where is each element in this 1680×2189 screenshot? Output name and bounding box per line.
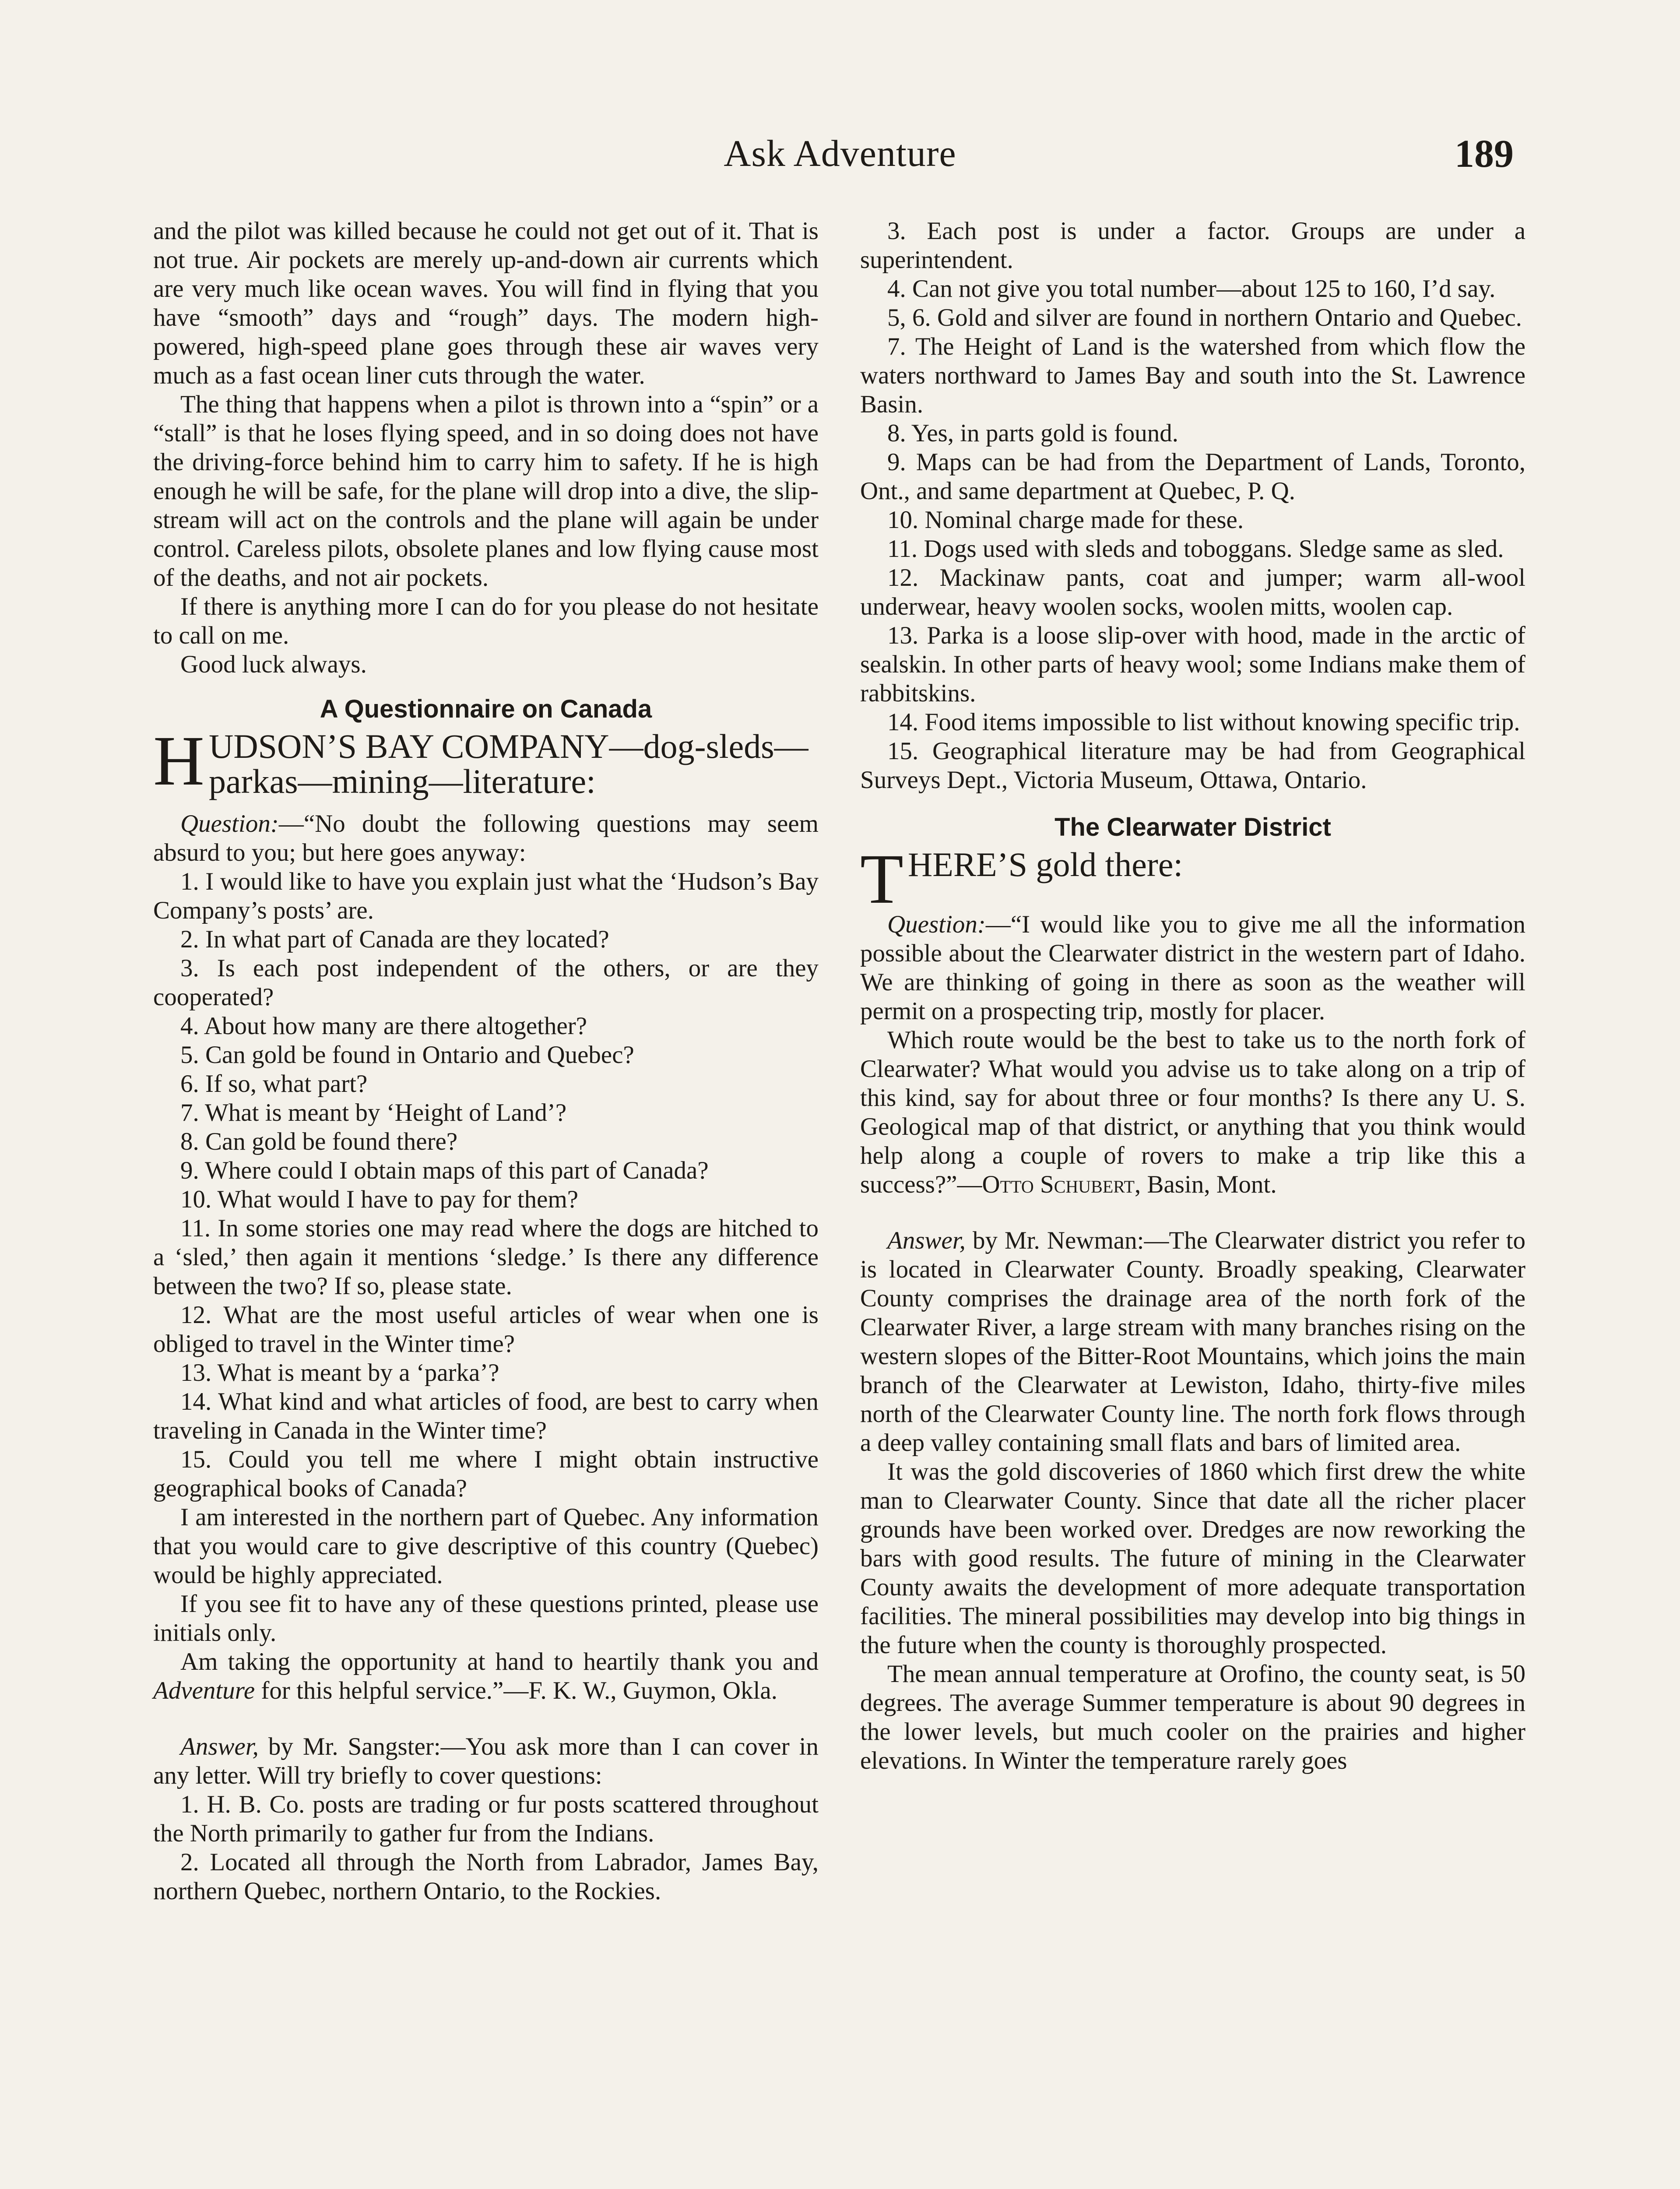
answer-item: 3. Each post is under a factor. Groups are under a superintendent. bbox=[860, 217, 1525, 274]
answer-item: 9. Maps can be had from the Department of Lands, Toronto, Ont., and same department at Quebec, P. Q. bbox=[860, 448, 1525, 505]
left-column bbox=[153, 217, 819, 1906]
question-item: 11. In some stories one may read where the dogs are hitched to a ‘sled,’ then again it mentions ‘sledge.’ Is there any difference between the two? If so, please state. bbox=[153, 1214, 819, 1300]
answer-item: 15. Geographical literature may be had from Geographical Surveys Dept., Victoria Museum, Ottawa, Ontario. bbox=[860, 737, 1525, 794]
paragraph: The thing that happens when a pilot is thrown into a “spin” or a “stall” is that he loses flying speed, and in so doing does not have the driving-force behind him to carry him to safety. If he is high enough he will be safe, for the plane will drop into a dive, the slip-stream will act on the controls and the plane will again be under control. Careless pilots, obsolete planes and low flying cause most of the deaths, and not air pockets. bbox=[153, 391, 819, 591]
answer-paragraph bbox=[860, 1226, 1525, 1457]
signature: Otto Schubert bbox=[982, 1171, 1135, 1198]
question-item: If you see fit to have any of these questions printed, please use initials only. bbox=[153, 1590, 819, 1647]
page-title: Ask Adventure bbox=[724, 132, 956, 174]
answer-item: 5, 6. Gold and silver are found in northern Ontario and Quebec. bbox=[887, 304, 1522, 331]
question-text: —“I would like you to give me all the information possible about the Clearwater district in the western part of Idaho. We are thinking of going in there as soon as the weather will permit on a prospecting trip, mostly for placer. bbox=[860, 911, 1525, 1025]
answer-label: Answer, bbox=[887, 1227, 966, 1254]
lead-text: HERE’S gold there: bbox=[907, 845, 1183, 883]
drop-cap: T bbox=[860, 840, 903, 919]
paragraph: and the pilot was killed because he could not get out of it. That is not true. Air pockets are merely up-and-down air currents which are very much like ocean waves. You will find in flying that you have “smooth” days and “rough” days. The modern high-powered, high-speed plane goes through these air waves very much as a fast ocean liner cuts through the water. bbox=[153, 217, 819, 389]
drop-cap: H bbox=[153, 722, 204, 800]
question-item: 3. Is each post independent of the others, or are they cooperated? bbox=[153, 954, 819, 1011]
question-item: 10. What would I have to pay for them? bbox=[180, 1186, 579, 1213]
closing-text-end: for this helpful service.”—F. K. W., Guymon, Okla. bbox=[255, 1677, 777, 1704]
question-item: 2. In what part of Canada are they located? bbox=[180, 926, 609, 953]
running-head bbox=[0, 131, 1680, 188]
question-item: 13. What is meant by a ‘parka’? bbox=[180, 1359, 499, 1387]
answer-paragraph: The mean annual temperature at Orofino, the county seat, is 50 degrees. The average Summer temperature is about 90 degrees in the lower levels, but much cooler on the prairies and higher elevations. In Winter the temperature rarely goes bbox=[860, 1660, 1525, 1774]
question-item: 15. Could you tell me where I might obtain instructive geographical books of Canada? bbox=[153, 1446, 819, 1502]
paragraph: If there is anything more I can do for you please do not hesitate to call on me. bbox=[153, 593, 819, 649]
answer-label: Answer, bbox=[180, 1733, 259, 1760]
magazine-name: Adventure bbox=[153, 1677, 255, 1704]
lead-text: UDSON’S BAY COMPANY—dog-sleds—parkas—mining—literature: bbox=[209, 727, 808, 800]
closing-text: Am taking the opportunity at hand to heartily thank you and bbox=[180, 1648, 819, 1675]
section-lead-canada bbox=[153, 722, 819, 800]
right-column bbox=[860, 217, 1525, 1775]
paragraph: Good luck always. bbox=[180, 651, 367, 678]
question-closing bbox=[153, 1647, 819, 1705]
answer-item: 10. Nominal charge made for these. bbox=[887, 506, 1244, 534]
question-intro bbox=[153, 809, 819, 867]
section-lead-clearwater bbox=[860, 840, 1525, 919]
question-paragraph bbox=[860, 910, 1525, 1026]
question-item: I am interested in the northern part of Quebec. Any information that you would care to give descriptive of this country (Quebec) would be highly appreciated. bbox=[153, 1503, 819, 1589]
section-heading-clearwater: The Clearwater District bbox=[1054, 813, 1331, 841]
answer-text: by Mr. Newman:—The Clearwater district you refer to is located in Clearwater County. Broadly speaking, Clearwater County comprises the drainage area of the north fork of the Clearwater River, a large stream with many branches rising on the western slopes of the Bitter-Root Mountains, which joins the main branch of the Clearwater at Lewiston, Idaho, thirty-five miles north of the Clearwater County line. The north fork flows through a deep valley containing small flats and bars of limited area. bbox=[860, 1227, 1525, 1457]
question-item: 1. I would like to have you explain just what the ‘Hudson’s Bay Company’s posts’ are. bbox=[153, 868, 819, 924]
answer-item: 11. Dogs used with sleds and toboggans. Sledge same as sled. bbox=[887, 535, 1504, 563]
page-number: 189 bbox=[1455, 132, 1514, 176]
question-item: 6. If so, what part? bbox=[180, 1070, 368, 1098]
question-label: Question: bbox=[180, 810, 279, 838]
answer-item: 12. Mackinaw pants, coat and jumper; warm all-wool underwear, heavy woolen socks, woolen mitts, woolen cap. bbox=[860, 564, 1525, 620]
answer-item: 8. Yes, in parts gold is found. bbox=[887, 419, 1179, 447]
answer-item: 1. H. B. Co. posts are trading or fur posts scattered throughout the North primarily to gather fur from the Indians. bbox=[153, 1791, 819, 1847]
answer-item: 4. Can not give you total number—about 125 to 160, I’d say. bbox=[887, 275, 1496, 303]
section-heading-canada: A Questionnaire on Canada bbox=[320, 695, 652, 723]
answer-item: 13. Parka is a loose slip-over with hood, made in the arctic of sealskin. In other parts of heavy wool; some Indians make them of rabbitskins. bbox=[860, 622, 1525, 707]
question-item: 4. About how many are there altogether? bbox=[180, 1012, 587, 1040]
question-paragraph bbox=[860, 1026, 1525, 1199]
answer-intro-text: by Mr. Sangster:—You ask more than I can cover in any letter. Will try briefly to cover questions: bbox=[153, 1733, 819, 1789]
answer-item: 14. Food items impossible to list without knowing specific trip. bbox=[887, 708, 1520, 736]
question-item: 8. Can gold be found there? bbox=[180, 1128, 458, 1155]
question-item: 5. Can gold be found in Ontario and Quebec? bbox=[180, 1041, 634, 1069]
question-text: Which route would be the best to take us to the north fork of Clearwater? What would you advise us to take along on a trip of this kind, say for about three or four months? Is there any U. S. Geological map of that district, or anything that you think would help along a couple of rovers to make a trip like this a success?”— bbox=[860, 1026, 1525, 1198]
question-intro-text: —“No doubt the following questions may seem absurd to you; but here goes anyway: bbox=[153, 810, 819, 866]
signature-place: , Basin, Mont. bbox=[1134, 1171, 1277, 1198]
answer-item: 2. Located all through the North from Labrador, James Bay, northern Quebec, northern Ontario, to the Rockies. bbox=[153, 1848, 819, 1905]
question-item: 14. What kind and what articles of food, are best to carry when traveling in Canada in the Winter time? bbox=[153, 1388, 819, 1444]
question-item: 12. What are the most useful articles of wear when one is obliged to travel in the Winter time? bbox=[153, 1301, 819, 1358]
answer-paragraph: It was the gold discoveries of 1860 which first drew the white man to Clearwater County. Since that date all the richer placer grounds have been worked over. Dredges are now reworking the bars with good results. The future of mining in the Clearwater County awaits the development of more adequate transportation facilities. The mineral possibilities may develop into big things in the future when the county is thoroughly prospected. bbox=[860, 1458, 1525, 1659]
answer-item: 7. The Height of Land is the watershed from which flow the waters northward to James Bay and south into the St. Lawrence Basin. bbox=[860, 333, 1525, 418]
question-item: 7. What is meant by ‘Height of Land’? bbox=[180, 1099, 567, 1126]
question-item: 9. Where could I obtain maps of this part of Canada? bbox=[180, 1157, 709, 1184]
question-label: Question: bbox=[887, 911, 986, 938]
answer-intro bbox=[153, 1732, 819, 1790]
